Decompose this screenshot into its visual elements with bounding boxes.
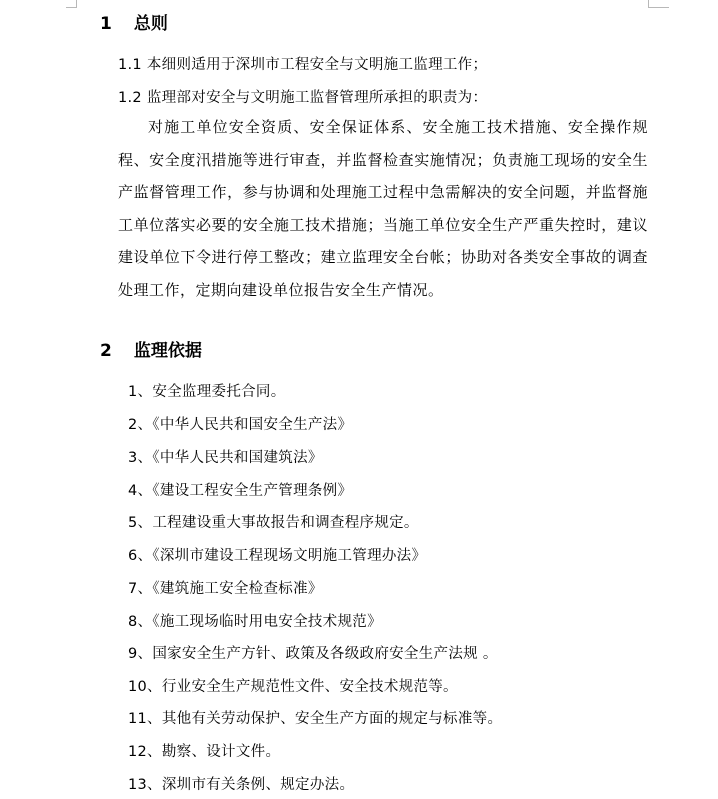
section-1-number: 1 xyxy=(100,14,112,34)
section-1-heading xyxy=(100,9,168,34)
section-1-title: 总则 xyxy=(133,14,168,34)
section-2-number: 2 xyxy=(100,341,112,361)
page-corner-mark-right xyxy=(648,0,669,8)
basis-item-12: 12、勘察、设计文件。 xyxy=(128,744,281,760)
basis-item-8: 8、《施工现场临时用电安全技术规范》 xyxy=(128,614,382,630)
page-corner-mark-left xyxy=(66,0,77,8)
basis-item-11: 11、其他有关劳动保护、安全生产方面的规定与标准等。 xyxy=(128,711,503,727)
basis-item-10: 10、行业安全生产规范性文件、安全技术规范等。 xyxy=(128,679,458,695)
basis-item-7: 7、《建筑施工安全检查标准》 xyxy=(128,581,323,597)
basis-item-2: 2、《中华人民共和国安全生产法》 xyxy=(128,417,353,433)
section-2-heading xyxy=(100,336,202,361)
clause-1-2: 1.2 监理部对安全与文明施工监督管理所承担的职责为： xyxy=(118,90,488,106)
section-2-title: 监理依据 xyxy=(133,341,202,361)
responsibilities-paragraph: 对施工单位安全资质、安全保证体系、安全施工技术措施、安全操作规程、安全度汛措施等进行审查，并监督检查实施情况；负责施工现场的安全生产监督管理工作，参与协调和处理施工过程中急需解决的安全问题，并监督施工单位落实必要的安全施工技术措施；当施工单位安全生产严重失控时，建议建设单位下令进行停工整改；建立监理安全台帐；协助对各类安全事故的调查处理工作，定期向建设单位报告安全生产情况。 xyxy=(118,118,648,299)
clause-1-1: 1.1 本细则适用于深圳市工程安全与文明施工监理工作； xyxy=(118,57,488,73)
basis-item-3: 3、《中华人民共和国建筑法》 xyxy=(128,450,323,466)
basis-item-4: 4、《建设工程安全生产管理条例》 xyxy=(128,483,353,499)
basis-item-1: 1、安全监理委托合同。 xyxy=(128,384,286,400)
basis-item-13: 13、深圳市有关条例、规定办法。 xyxy=(128,777,355,793)
basis-item-5: 5、工程建设重大事故报告和调查程序规定。 xyxy=(128,515,419,531)
basis-item-9: 9、国家安全生产方针、政策及各级政府安全生产法规 。 xyxy=(128,646,498,662)
basis-item-6: 6、《深圳市建设工程现场文明施工管理办法》 xyxy=(128,548,427,564)
